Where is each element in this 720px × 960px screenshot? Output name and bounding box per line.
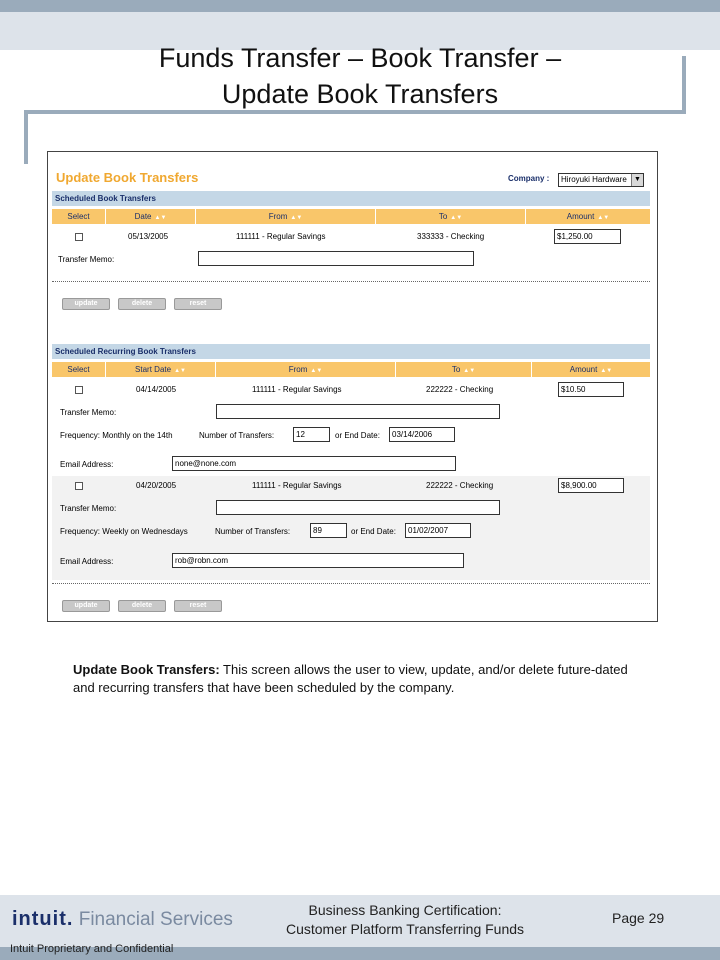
sort-icon: ▲▼ — [450, 215, 463, 221]
row-to: 333333 - Checking — [417, 232, 485, 241]
caption — [73, 661, 633, 697]
row-date: 04/14/2005 — [136, 385, 177, 394]
screen-title: Update Book Transfers — [56, 170, 199, 185]
frequency-text: Frequency: Weekly on Wednesdays — [60, 527, 188, 536]
caption-bold: Update Book Transfers: — [73, 662, 220, 677]
num-transfers-label: Number of Transfers: — [199, 431, 275, 440]
memo-label: Transfer Memo: — [58, 255, 115, 264]
memo-input[interactable] — [198, 251, 474, 266]
company-select[interactable] — [558, 173, 644, 187]
update-button[interactable]: update — [62, 298, 110, 310]
select-checkbox[interactable] — [75, 386, 83, 394]
amount-input[interactable]: $10.50 — [558, 382, 624, 397]
sort-icon: ▲▼ — [154, 215, 167, 221]
sort-icon: ▲▼ — [600, 368, 613, 374]
col-from[interactable]: From ▲▼ — [216, 362, 396, 377]
row-date: 04/20/2005 — [136, 481, 177, 490]
col-date[interactable]: Date ▲▼ — [106, 209, 196, 224]
divider — [52, 583, 650, 584]
col-amount[interactable]: Amount ▲▼ — [532, 362, 650, 377]
amount-input[interactable]: $8,900.00 — [558, 478, 624, 493]
end-date-label: or End Date: — [351, 527, 396, 536]
email-input[interactable]: none@none.com — [172, 456, 456, 471]
email-label: Email Address: — [60, 460, 114, 469]
row-to: 222222 - Checking — [426, 481, 494, 490]
memo-input[interactable] — [216, 500, 500, 515]
num-transfers-input[interactable]: 89 — [310, 523, 347, 538]
intuit-logo: intuit. Financial Services — [12, 908, 233, 930]
row-date: 05/13/2005 — [128, 232, 169, 241]
row-from: 111111 - Regular Savings — [252, 385, 342, 394]
slide-title — [60, 40, 660, 112]
delete-button[interactable]: delete — [118, 298, 166, 310]
memo-input[interactable] — [216, 404, 500, 419]
confidential-note: Intuit Proprietary and Confidential — [10, 943, 174, 955]
footer-line2: Customer Platform Transferring Funds — [285, 921, 525, 937]
slide-title-line2: Update Book Transfers — [221, 79, 499, 109]
page-number: Page 29 — [612, 910, 665, 926]
company-label: Company : — [508, 174, 550, 183]
end-date-input[interactable]: 03/14/2006 — [389, 427, 455, 442]
frequency-text: Frequency: Monthly on the 14th — [60, 431, 173, 440]
reset-button[interactable]: reset — [174, 600, 222, 612]
email-input[interactable]: rob@robn.com — [172, 553, 464, 568]
end-date-input[interactable]: 01/02/2007 — [405, 523, 471, 538]
memo-label: Transfer Memo: — [60, 408, 117, 417]
recurring-section-header: Scheduled Recurring Book Transfers — [52, 344, 650, 359]
end-date-label: or End Date: — [335, 431, 380, 440]
select-checkbox[interactable] — [75, 233, 83, 241]
col-start-date[interactable]: Start Date ▲▼ — [106, 362, 216, 377]
col-select: Select — [52, 209, 106, 224]
num-transfers-input[interactable]: 12 — [293, 427, 330, 442]
sort-icon: ▲▼ — [290, 215, 303, 221]
col-from[interactable]: From ▲▼ — [196, 209, 376, 224]
footer-line1: Business Banking Certification: — [308, 902, 502, 918]
row-to: 222222 - Checking — [426, 385, 494, 394]
sort-icon: ▲▼ — [597, 215, 610, 221]
amount-input[interactable]: $1,250.00 — [554, 229, 621, 244]
caption-text: This screen allows the user to view, update, and/or delete future-dated and recurring transfers that have been scheduled by the company. — [73, 662, 628, 695]
sort-icon: ▲▼ — [463, 368, 476, 374]
frame-line-left — [24, 110, 28, 164]
num-transfers-label: Number of Transfers: — [215, 527, 291, 536]
col-to[interactable]: To ▲▼ — [396, 362, 532, 377]
col-to[interactable]: To ▲▼ — [376, 209, 526, 224]
sort-icon: ▲▼ — [174, 368, 186, 374]
slide-title-line1: Funds Transfer – Book Transfer – — [158, 43, 562, 73]
chevron-down-icon[interactable]: ▼ — [631, 174, 643, 186]
row-from: 111111 - Regular Savings — [252, 481, 342, 490]
reset-button[interactable]: reset — [174, 298, 222, 310]
frame-line-right — [682, 56, 686, 114]
col-amount[interactable]: Amount ▲▼ — [526, 209, 650, 224]
delete-button[interactable]: delete — [118, 600, 166, 612]
row-from: 111111 - Regular Savings — [236, 232, 326, 241]
select-checkbox[interactable] — [75, 482, 83, 490]
memo-label: Transfer Memo: — [60, 504, 117, 513]
scheduled-section-header: Scheduled Book Transfers — [52, 191, 650, 206]
col-select: Select — [52, 362, 106, 377]
footer-course-title — [255, 901, 555, 939]
sort-icon: ▲▼ — [310, 368, 323, 374]
email-label: Email Address: — [60, 557, 114, 566]
divider — [52, 281, 650, 282]
top-band — [0, 0, 720, 12]
company-value: Hiroyuki Hardware — [561, 175, 627, 184]
update-button[interactable]: update — [62, 600, 110, 612]
app-screenshot — [47, 151, 658, 622]
